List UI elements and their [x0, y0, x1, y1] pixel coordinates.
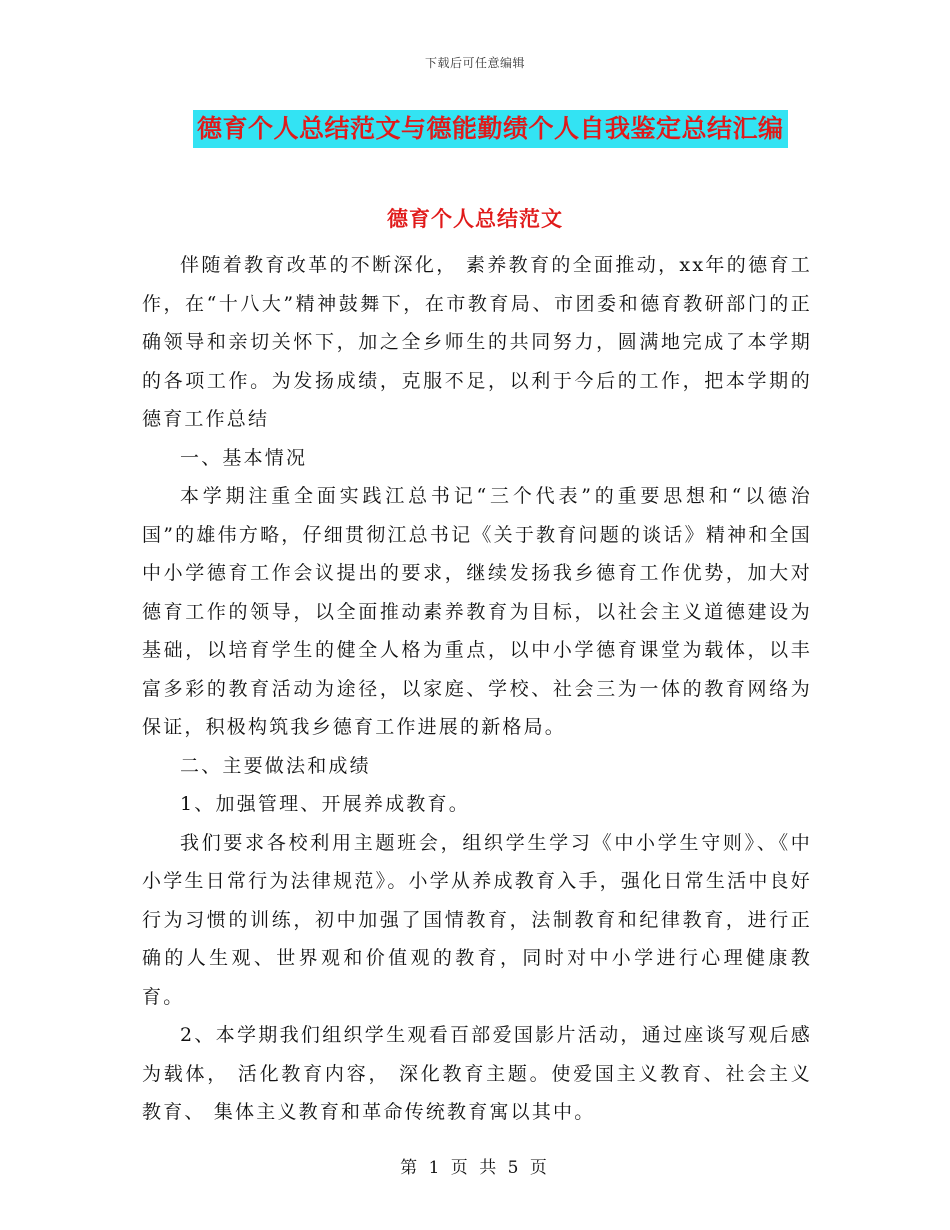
paragraph-patriotic-films: 2、本学期我们组织学生观看百部爱国影片活动，通过座谈写观后感为载体， 活化教育内容， 深化教育主题。使爱国主义教育、社会主义教育、 集体主义教育和革命传统教育寓以其中。: [142, 1024, 812, 1123]
paragraph-management: 我们要求各校利用主题班会，组织学生学习《中小学生守则》、《中小学生日常行为法律规范》。小学从养成教育入手，强化日常生活中良好行为习惯的训练，初中加强了国情教育，法制教育和纪律教育，进行正确的人生观、世界观和价值观的教育，同时对中小学进行心理健康教育。: [142, 831, 812, 1008]
paragraph-intro: 伴随着教育改革的不断深化， 素养教育的全面推动，xx年的德育工作，在“十八大”精神鼓舞下，在市教育局、市团委和德育教研部门的正确领导和亲切关怀下，加之全乡师生的共同努力，圆满地完成了本学期的各项工作。为发扬成绩，克服不足，以利于今后的工作，把本学期的德育工作总结: [142, 254, 812, 430]
heading-basic-situation: 一、基本情况: [180, 446, 308, 469]
section-title: 德育个人总结范文: [387, 206, 563, 231]
page-footer: 第 1 页 共 5 页: [400, 1158, 550, 1178]
paragraph-basic-situation: 本学期注重全面实践江总书记“三个代表”的重要思想和“以德治国”的雄伟方略，仔细贯彻江总书记《关于教育问题的谈话》精神和全国中小学德育工作会议提出的要求，继续发扬我乡德育工作优势，加大对德育工作的领导，以全面推动素养教育为目标，以社会主义道德建设为基础，以培育学生的健全人格为重点，以中小学德育课堂为载体，以丰富多彩的教育活动为途径，以家庭、学校、社会三为一体的教育网络为保证，积极构筑我乡德育工作进展的新格局。: [142, 485, 812, 738]
header-note: 下载后可任意编辑: [424, 56, 525, 70]
subheading-management: 1、加强管理、开展养成教育。: [180, 793, 470, 815]
body-text: [142, 246, 812, 1132]
main-title: 德育个人总结范文与德能勤绩个人自我鉴定总结汇编: [193, 110, 788, 148]
heading-main-practices: 二、主要做法和成绩: [180, 754, 371, 777]
